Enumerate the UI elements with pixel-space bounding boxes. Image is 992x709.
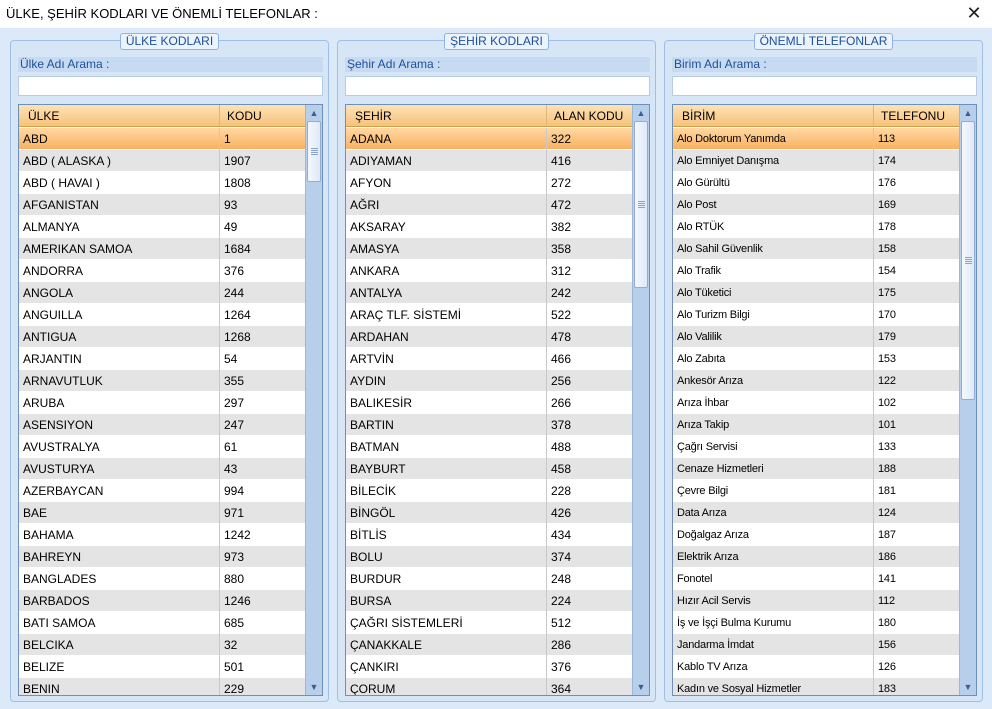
- window-title: ÜLKE, ŞEHİR KODLARI VE ÖNEMLİ TELEFONLAR :: [6, 6, 318, 21]
- country-grid-header: [19, 105, 305, 127]
- cell-name: ASENSIYON: [19, 414, 220, 436]
- country-rows: [19, 128, 305, 696]
- table-row[interactable]: [346, 634, 632, 656]
- cell-code: 434: [551, 528, 572, 542]
- cell-name: BANGLADES: [19, 568, 220, 590]
- cell-code: 1264: [224, 308, 251, 322]
- cell-name: Fonotel: [673, 568, 874, 590]
- table-row[interactable]: [19, 194, 305, 216]
- cell-name: BURDUR: [346, 568, 547, 590]
- cell-name: Kadın ve Sosyal Hizmetler: [673, 678, 874, 696]
- cell-code: 1808: [224, 176, 251, 190]
- table-row[interactable]: [673, 524, 959, 546]
- scroll-up-arrow-icon[interactable]: ▲: [963, 108, 973, 118]
- table-row[interactable]: [673, 304, 959, 326]
- country-search-label: Ülke Adı Arama :: [18, 57, 323, 72]
- cell-code: 488: [551, 440, 572, 454]
- cell-code: 122: [878, 375, 896, 387]
- cell-code: 244: [224, 286, 245, 300]
- table-row[interactable]: [19, 370, 305, 392]
- city-codes-panel: [337, 34, 656, 702]
- table-row[interactable]: [673, 348, 959, 370]
- cell-code: 880: [224, 572, 245, 586]
- cell-code: 169: [878, 199, 896, 211]
- city-grid: [345, 104, 650, 696]
- cell-code: 973: [224, 550, 245, 564]
- table-row[interactable]: [19, 348, 305, 370]
- important-phones-legend: ÖNEMLİ TELEFONLAR: [754, 33, 894, 50]
- cell-name: ANDORRA: [19, 260, 220, 282]
- cell-name: ABD ( ALASKA ): [19, 150, 220, 172]
- cell-code: 376: [551, 660, 572, 674]
- title-bar: [0, 0, 992, 28]
- cell-name: İş ve İşçi Bulma Kurumu: [673, 612, 874, 634]
- table-row[interactable]: [673, 678, 959, 696]
- cell-name: Alo Gürültü: [673, 172, 874, 194]
- cell-name: AVUSTRALYA: [19, 436, 220, 458]
- cell-code: 322: [551, 132, 572, 146]
- cell-name: Doğalgaz Arıza: [673, 524, 874, 546]
- table-row[interactable]: [673, 612, 959, 634]
- cell-code: 242: [551, 286, 572, 300]
- table-row[interactable]: [346, 216, 632, 238]
- cell-name: Alo Tüketici: [673, 282, 874, 304]
- cell-code: 286: [551, 638, 572, 652]
- country-codes-panel: [10, 34, 329, 702]
- table-row[interactable]: [19, 414, 305, 436]
- unit-search-input[interactable]: [672, 76, 977, 96]
- table-row[interactable]: [19, 656, 305, 678]
- table-row[interactable]: [673, 392, 959, 414]
- close-icon[interactable]: ✕: [966, 3, 982, 23]
- table-row[interactable]: [346, 480, 632, 502]
- cell-code: 1684: [224, 242, 251, 256]
- cell-code: 466: [551, 352, 572, 366]
- cell-name: BOLU: [346, 546, 547, 568]
- table-row[interactable]: [673, 414, 959, 436]
- table-row[interactable]: [346, 194, 632, 216]
- table-row[interactable]: [673, 480, 959, 502]
- cell-name: AYDIN: [346, 370, 547, 392]
- cell-code: 154: [878, 265, 896, 277]
- cell-name: Kablo TV Arıza: [673, 656, 874, 678]
- cell-code: 93: [224, 198, 238, 212]
- cell-code: 133: [878, 441, 896, 453]
- cell-name: ÇANAKKALE: [346, 634, 547, 656]
- cell-code: 247: [224, 418, 245, 432]
- table-row[interactable]: [346, 370, 632, 392]
- unit-search-label: Birim Adı Arama :: [672, 57, 977, 72]
- cell-name: BAHAMA: [19, 524, 220, 546]
- table-row[interactable]: [673, 546, 959, 568]
- cell-name: Alo RTÜK: [673, 216, 874, 238]
- table-row[interactable]: [346, 348, 632, 370]
- cell-name: AĞRI: [346, 194, 547, 216]
- city-codes-legend: ŞEHİR KODLARI: [444, 33, 549, 50]
- table-row[interactable]: [19, 172, 305, 194]
- cell-code: 113: [878, 133, 895, 145]
- cell-name: BİNGÖL: [346, 502, 547, 524]
- cell-code: 378: [551, 418, 572, 432]
- cell-code: 229: [224, 682, 245, 696]
- column-header-unit[interactable]: BİRİM: [673, 105, 874, 126]
- cell-code: 297: [224, 396, 245, 410]
- cell-name: ARTVİN: [346, 348, 547, 370]
- cell-code: 102: [878, 397, 896, 409]
- table-row[interactable]: [19, 546, 305, 568]
- city-scroll-thumb[interactable]: [634, 121, 648, 288]
- cell-code: 228: [551, 484, 572, 498]
- cell-code: 994: [224, 484, 245, 498]
- cell-name: Data Arıza: [673, 502, 874, 524]
- cell-name: BİTLİS: [346, 524, 547, 546]
- cell-name: ADANA: [346, 128, 547, 150]
- scroll-down-arrow-icon[interactable]: ▼: [636, 682, 646, 692]
- country-scrollbar[interactable]: [305, 105, 322, 695]
- table-row[interactable]: [673, 634, 959, 656]
- cell-code: 478: [551, 330, 572, 344]
- cell-name: Çağrı Servisi: [673, 436, 874, 458]
- table-row[interactable]: [346, 304, 632, 326]
- column-header-phone[interactable]: TELEFONU: [881, 109, 946, 123]
- cell-code: 186: [878, 551, 896, 563]
- table-row[interactable]: [673, 458, 959, 480]
- cell-name: Elektrik Arıza: [673, 546, 874, 568]
- table-row[interactable]: [673, 326, 959, 348]
- cell-code: 522: [551, 308, 572, 322]
- column-header-area-code[interactable]: ALAN KODU: [554, 109, 624, 123]
- table-row[interactable]: [346, 414, 632, 436]
- phones-scroll-thumb[interactable]: [961, 121, 975, 400]
- table-row[interactable]: [673, 128, 959, 150]
- table-row[interactable]: [19, 216, 305, 238]
- cell-name: Jandarma İmdat: [673, 634, 874, 656]
- cell-code: 179: [878, 331, 896, 343]
- table-row[interactable]: [346, 568, 632, 590]
- table-row[interactable]: [346, 502, 632, 524]
- country-codes-legend: ÜLKE KODLARI: [120, 33, 219, 50]
- phones-rows: [673, 128, 959, 696]
- country-grid: [18, 104, 323, 696]
- table-row[interactable]: [673, 150, 959, 172]
- cell-name: BAHREYN: [19, 546, 220, 568]
- table-row[interactable]: [346, 678, 632, 696]
- cell-code: 181: [878, 485, 896, 497]
- phones-grid-header: [673, 105, 959, 127]
- cell-code: 312: [551, 264, 572, 278]
- city-scrollbar[interactable]: [632, 105, 649, 695]
- scroll-down-arrow-icon[interactable]: ▼: [963, 682, 973, 692]
- table-row[interactable]: [19, 590, 305, 612]
- table-row[interactable]: [19, 436, 305, 458]
- city-search-input[interactable]: [345, 76, 650, 96]
- cell-code: 248: [551, 572, 572, 586]
- cell-code: 170: [878, 309, 896, 321]
- cell-code: 685: [224, 616, 245, 630]
- cell-name: ANTIGUA: [19, 326, 220, 348]
- table-row[interactable]: [673, 172, 959, 194]
- cell-name: BARTIN: [346, 414, 547, 436]
- cell-code: 178: [878, 221, 896, 233]
- table-row[interactable]: [19, 568, 305, 590]
- table-row[interactable]: [346, 656, 632, 678]
- cell-code: 141: [878, 573, 896, 585]
- table-row[interactable]: [673, 282, 959, 304]
- column-header-country[interactable]: ÜLKE: [19, 105, 220, 126]
- city-grid-header: [346, 105, 632, 127]
- table-row[interactable]: [346, 326, 632, 348]
- cell-name: BATMAN: [346, 436, 547, 458]
- cell-name: BELCIKA: [19, 634, 220, 656]
- cell-code: 158: [878, 243, 896, 255]
- table-row[interactable]: [19, 282, 305, 304]
- cell-name: AFYON: [346, 172, 547, 194]
- cell-name: ARJANTIN: [19, 348, 220, 370]
- cell-name: BELIZE: [19, 656, 220, 678]
- table-row[interactable]: [346, 546, 632, 568]
- cell-code: 187: [878, 529, 896, 541]
- cell-name: AMERIKAN SAMOA: [19, 238, 220, 260]
- cell-name: Arıza Takip: [673, 414, 874, 436]
- table-row[interactable]: [673, 216, 959, 238]
- cell-name: AZERBAYCAN: [19, 480, 220, 502]
- cell-code: 374: [551, 550, 572, 564]
- cell-code: 124: [878, 507, 896, 519]
- cell-name: Alo Sahil Güvenlik: [673, 238, 874, 260]
- cell-name: ANGOLA: [19, 282, 220, 304]
- table-row[interactable]: [19, 392, 305, 414]
- cell-name: Alo Doktorum Yanımda: [673, 128, 874, 150]
- table-row[interactable]: [673, 260, 959, 282]
- cell-name: Alo Valilik: [673, 326, 874, 348]
- cell-code: 175: [878, 287, 896, 299]
- cell-name: Alo Emniyet Danışma: [673, 150, 874, 172]
- country-search-input[interactable]: [18, 76, 323, 96]
- table-row[interactable]: [346, 282, 632, 304]
- cell-code: 112: [878, 595, 895, 607]
- scroll-up-arrow-icon[interactable]: ▲: [309, 108, 319, 118]
- city-rows: [346, 128, 632, 696]
- cell-code: 376: [224, 264, 245, 278]
- cell-code: 1242: [224, 528, 251, 542]
- cell-name: ANKARA: [346, 260, 547, 282]
- cell-name: BENIN: [19, 678, 220, 696]
- table-row[interactable]: [673, 370, 959, 392]
- cell-name: ARDAHAN: [346, 326, 547, 348]
- table-row[interactable]: [346, 612, 632, 634]
- table-row[interactable]: [346, 128, 632, 150]
- cell-name: ÇORUM: [346, 678, 547, 696]
- cell-name: ARUBA: [19, 392, 220, 414]
- cell-name: BALIKESİR: [346, 392, 547, 414]
- cell-code: 1: [224, 132, 231, 146]
- table-row[interactable]: [19, 634, 305, 656]
- phones-scrollbar[interactable]: [959, 105, 976, 695]
- phones-grid: [672, 104, 977, 696]
- table-row[interactable]: [19, 678, 305, 696]
- cell-name: Arıza İhbar: [673, 392, 874, 414]
- scroll-up-arrow-icon[interactable]: ▲: [636, 108, 646, 118]
- cell-name: Ankesör Arıza: [673, 370, 874, 392]
- cell-code: 458: [551, 462, 572, 476]
- cell-name: BAYBURT: [346, 458, 547, 480]
- cell-code: 43: [224, 462, 238, 476]
- table-row[interactable]: [346, 524, 632, 546]
- cell-code: 256: [551, 374, 572, 388]
- city-search-label: Şehir Adı Arama :: [345, 57, 650, 72]
- cell-code: 174: [878, 155, 896, 167]
- table-row[interactable]: [673, 502, 959, 524]
- cell-code: 1246: [224, 594, 251, 608]
- cell-name: AFGANISTAN: [19, 194, 220, 216]
- cell-code: 426: [551, 506, 572, 520]
- cell-name: Alo Post: [673, 194, 874, 216]
- cell-code: 176: [878, 177, 896, 189]
- cell-name: ABD: [19, 128, 220, 150]
- table-row[interactable]: [346, 172, 632, 194]
- cell-name: Cenaze Hizmetleri: [673, 458, 874, 480]
- cell-code: 1268: [224, 330, 251, 344]
- cell-code: 153: [878, 353, 896, 365]
- table-row[interactable]: [19, 304, 305, 326]
- cell-name: BARBADOS: [19, 590, 220, 612]
- cell-name: ANGUILLA: [19, 304, 220, 326]
- table-row[interactable]: [673, 656, 959, 678]
- table-row[interactable]: [19, 238, 305, 260]
- column-header-code[interactable]: KODU: [227, 109, 262, 123]
- cell-code: 180: [878, 617, 896, 629]
- table-row[interactable]: [19, 326, 305, 348]
- cell-code: 355: [224, 374, 245, 388]
- table-row[interactable]: [346, 238, 632, 260]
- cell-name: ARAÇ TLF. SİSTEMİ: [346, 304, 547, 326]
- cell-code: 54: [224, 352, 238, 366]
- cell-code: 183: [878, 683, 896, 695]
- table-row[interactable]: [346, 590, 632, 612]
- table-row[interactable]: [673, 590, 959, 612]
- cell-name: BAE: [19, 502, 220, 524]
- cell-code: 971: [224, 506, 245, 520]
- cell-name: ABD ( HAVAI ): [19, 172, 220, 194]
- cell-code: 501: [224, 660, 245, 674]
- cell-name: ARNAVUTLUK: [19, 370, 220, 392]
- table-row[interactable]: [673, 568, 959, 590]
- cell-name: AKSARAY: [346, 216, 547, 238]
- table-row[interactable]: [19, 524, 305, 546]
- cell-code: 156: [878, 639, 896, 651]
- table-row[interactable]: [19, 502, 305, 524]
- cell-code: 266: [551, 396, 572, 410]
- cell-code: 49: [224, 220, 238, 234]
- cell-name: ANTALYA: [346, 282, 547, 304]
- cell-name: BURSA: [346, 590, 547, 612]
- column-header-city[interactable]: ŞEHİR: [346, 105, 547, 126]
- cell-name: BİLECİK: [346, 480, 547, 502]
- table-row[interactable]: [346, 436, 632, 458]
- cell-name: Hızır Acil Servis: [673, 590, 874, 612]
- table-row[interactable]: [19, 260, 305, 282]
- cell-code: 188: [878, 463, 896, 475]
- cell-name: ÇAĞRI SİSTEMLERİ: [346, 612, 547, 634]
- cell-name: ADIYAMAN: [346, 150, 547, 172]
- table-row[interactable]: [346, 260, 632, 282]
- cell-name: Alo Zabıta: [673, 348, 874, 370]
- cell-code: 224: [551, 594, 572, 608]
- cell-code: 382: [551, 220, 572, 234]
- cell-code: 101: [878, 419, 896, 431]
- table-row[interactable]: [19, 480, 305, 502]
- cell-code: 272: [551, 176, 572, 190]
- cell-name: Çevre Bilgi: [673, 480, 874, 502]
- cell-code: 472: [551, 198, 572, 212]
- table-row[interactable]: [673, 194, 959, 216]
- table-row[interactable]: [19, 612, 305, 634]
- table-row[interactable]: [19, 150, 305, 172]
- cell-name: ÇANKIRI: [346, 656, 547, 678]
- cell-name: Alo Turizm Bilgi: [673, 304, 874, 326]
- cell-code: 61: [224, 440, 238, 454]
- table-row[interactable]: [19, 458, 305, 480]
- table-row[interactable]: [346, 458, 632, 480]
- cell-code: 32: [224, 638, 238, 652]
- cell-name: Alo Trafik: [673, 260, 874, 282]
- cell-code: 358: [551, 242, 572, 256]
- cell-name: BATI SAMOA: [19, 612, 220, 634]
- table-row[interactable]: [346, 392, 632, 414]
- cell-code: 364: [551, 682, 572, 696]
- cell-code: 416: [551, 154, 572, 168]
- table-row[interactable]: [346, 150, 632, 172]
- important-phones-panel: [664, 34, 983, 702]
- cell-code: 126: [878, 661, 896, 673]
- table-row[interactable]: [673, 238, 959, 260]
- cell-name: AMASYA: [346, 238, 547, 260]
- cell-code: 512: [551, 616, 572, 630]
- scroll-down-arrow-icon[interactable]: ▼: [309, 682, 319, 692]
- table-row[interactable]: [19, 128, 305, 150]
- country-scroll-thumb[interactable]: [307, 121, 321, 182]
- cell-code: 1907: [224, 154, 251, 168]
- table-row[interactable]: [673, 436, 959, 458]
- cell-name: ALMANYA: [19, 216, 220, 238]
- cell-name: AVUSTURYA: [19, 458, 220, 480]
